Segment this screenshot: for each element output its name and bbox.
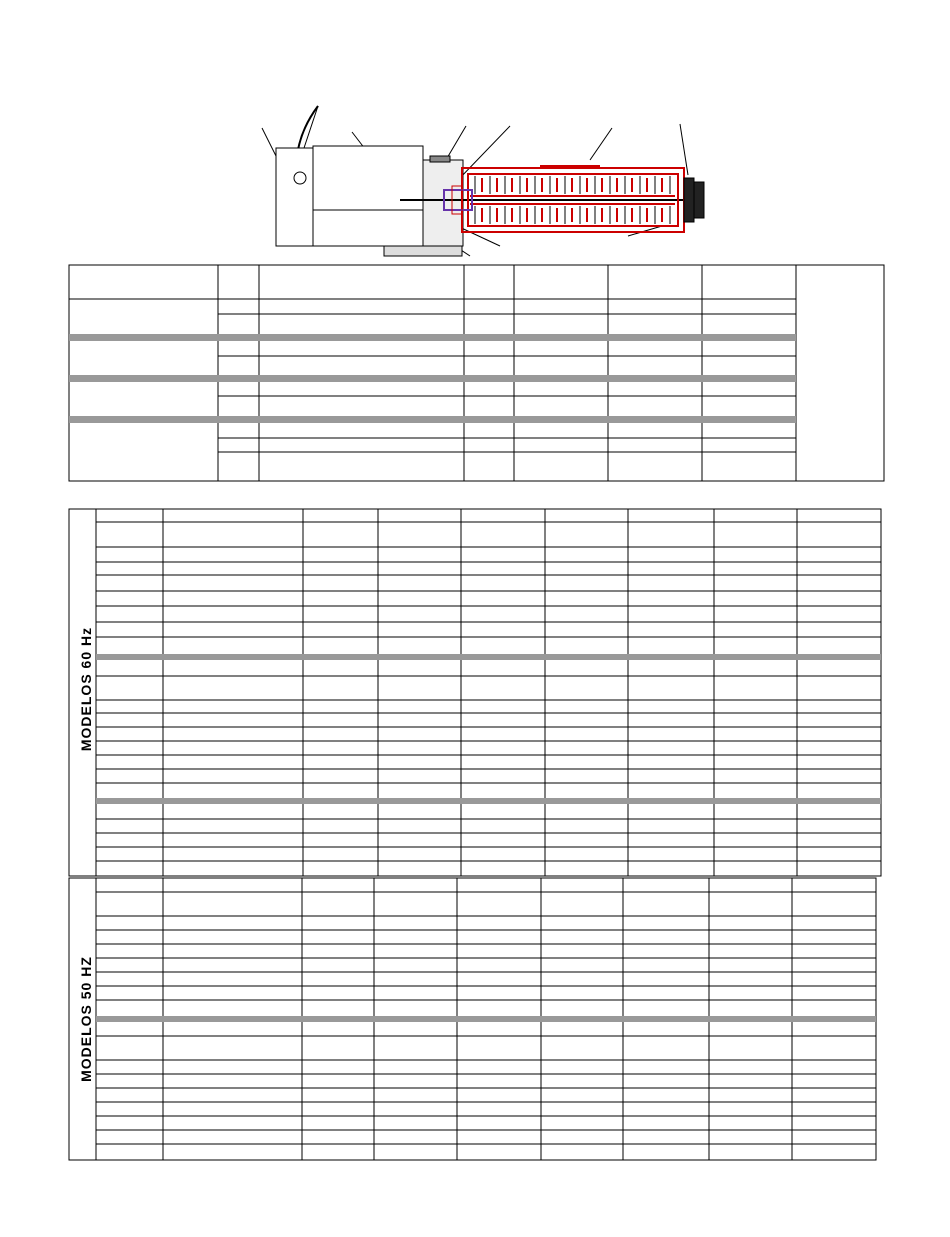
separator-bar xyxy=(96,1016,876,1022)
separator-bar xyxy=(69,334,796,341)
separator-bar xyxy=(69,375,796,382)
components-table xyxy=(69,265,884,481)
separator-bar xyxy=(96,798,881,804)
section-label-60hz: MODELOS 60 Hz xyxy=(78,626,94,752)
components-table-separators xyxy=(69,334,796,423)
models-50hz-separators xyxy=(96,1016,876,1022)
models-60hz-table xyxy=(69,509,881,876)
separator-bar xyxy=(69,416,796,423)
section-label-50hz: MODELOS 50 HZ xyxy=(78,956,94,1082)
separator-bar xyxy=(96,654,881,660)
